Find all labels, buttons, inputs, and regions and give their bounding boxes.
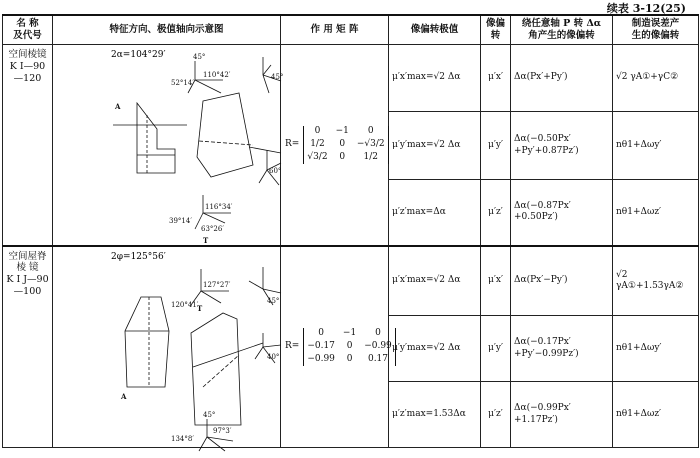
row2-defl-y: μ′y′ — [481, 316, 511, 382]
row1-angle-label: 2α=104°29′ — [111, 50, 166, 60]
row2-err-y: nθ1+Δωy′ — [613, 316, 699, 382]
row2-extreme-y: μ′y′max=√2 Δα — [389, 316, 481, 382]
row2-defl-x: μ′x′ — [481, 246, 511, 316]
row1-err-z: nθ1+Δωz′ — [613, 180, 699, 246]
header-name: 名 称 及代号 — [3, 15, 53, 45]
svg-text:52°14′: 52°14′ — [171, 79, 194, 87]
row1-matrix: R= 0 −1 0 1/2 0 −√3/2 √3/2 0 1/2 — [281, 45, 389, 246]
row1-defl-x: μ′x′ — [481, 45, 511, 112]
svg-text:116°34′: 116°34′ — [205, 203, 233, 211]
row1-rot-x: Δα(Px′+Py′) — [511, 45, 613, 112]
row2-diagram — [53, 246, 281, 448]
svg-text:97°3′: 97°3′ — [213, 426, 232, 435]
svg-text:45°: 45° — [267, 296, 280, 305]
row1-extreme-z: μ′z′max=Δα — [389, 180, 481, 246]
row2-err-x: √2 γA①+1.53γA② — [613, 246, 699, 316]
row2-extreme-x: μ′x′max=√2 Δα — [389, 246, 481, 316]
row2-matrix-values: 0 −1 0 −0.17 0 −0.99 −0.99 0 0.17 — [303, 328, 395, 366]
header-extreme: 像偏转极值 — [389, 15, 481, 45]
header-error: 制造误差产 生的像偏转 — [613, 15, 699, 45]
svg-text:A: A — [121, 391, 127, 401]
svg-text:45°: 45° — [203, 410, 216, 419]
header-deflection: 像偏转 — [481, 15, 511, 45]
header-rotation: 绕任意轴 P 转 Δα 角产生的像偏转 — [511, 15, 613, 45]
row1-matrix-values: 0 −1 0 1/2 0 −√3/2 √3/2 0 1/2 — [303, 126, 388, 164]
row1-defl-z: μ′z′ — [481, 180, 511, 246]
svg-text:120°41′: 120°41′ — [171, 300, 199, 309]
row1-rot-z: Δα(−0.87Px′ +0.50Pz′) — [511, 180, 613, 246]
row2-defl-z: μ′z′ — [481, 382, 511, 448]
svg-text:127°27′: 127°27′ — [203, 280, 231, 289]
row1-extreme-x: μ′x′max=√2 Δα — [389, 45, 481, 112]
svg-text:60°: 60° — [269, 167, 282, 175]
row1-diagram — [53, 45, 284, 246]
header-matrix: 作 用 矩 阵 — [281, 15, 389, 45]
row2-angle-label: 2φ=125°56′ — [111, 251, 166, 262]
svg-text:A: A — [115, 102, 121, 111]
svg-text:134°8′: 134°8′ — [171, 434, 194, 443]
prism-table — [2, 14, 699, 448]
header-diagram: 特征方向、极值轴向示意图 — [53, 15, 281, 45]
row1-prism-diagram — [53, 45, 284, 247]
row1-defl-y: μ′y′ — [481, 112, 511, 180]
row1-name: 空间棱镜 K I—90 —120 — [3, 45, 53, 246]
row1-rot-y: Δα(−0.50Px′ +Py′+0.87Pz′) — [511, 112, 613, 180]
svg-text:45°: 45° — [271, 73, 284, 81]
svg-text:39°14′: 39°14′ — [169, 217, 192, 225]
row2-rot-x: Δα(Px′−Py′) — [511, 246, 613, 316]
svg-text:110°42′: 110°42′ — [203, 71, 231, 79]
row2-rot-y: Δα(−0.17Px′ +Py′−0.99Pz′) — [511, 316, 613, 382]
row1-err-x: √2 γA①+γC② — [613, 45, 699, 112]
row2-name: 空间屋脊 棱 镜 K I J—90 —100 — [3, 246, 53, 448]
svg-text:63°26′: 63°26′ — [201, 225, 224, 233]
row2-extreme-z: μ′z′max=1.53Δα — [389, 382, 481, 448]
row2-matrix: R= 0 −1 0 −0.17 0 −0.99 −0.99 0 0.17 — [281, 246, 389, 448]
svg-text:T: T — [203, 236, 209, 245]
row2-rot-z: Δα(−0.99Px′ +1.17Pz′) — [511, 382, 613, 448]
row2-err-z: nθ1+Δωz′ — [613, 382, 699, 448]
row1-err-y: nθ1+Δωy′ — [613, 112, 699, 180]
svg-text:T: T — [197, 303, 203, 313]
row2-prism-diagram — [53, 247, 281, 453]
table-caption: 续表 3-12(25) — [606, 2, 686, 15]
svg-text:45°: 45° — [193, 53, 206, 61]
svg-text:40°: 40° — [267, 352, 280, 361]
row1-extreme-y: μ′y′max=√2 Δα — [389, 112, 481, 180]
